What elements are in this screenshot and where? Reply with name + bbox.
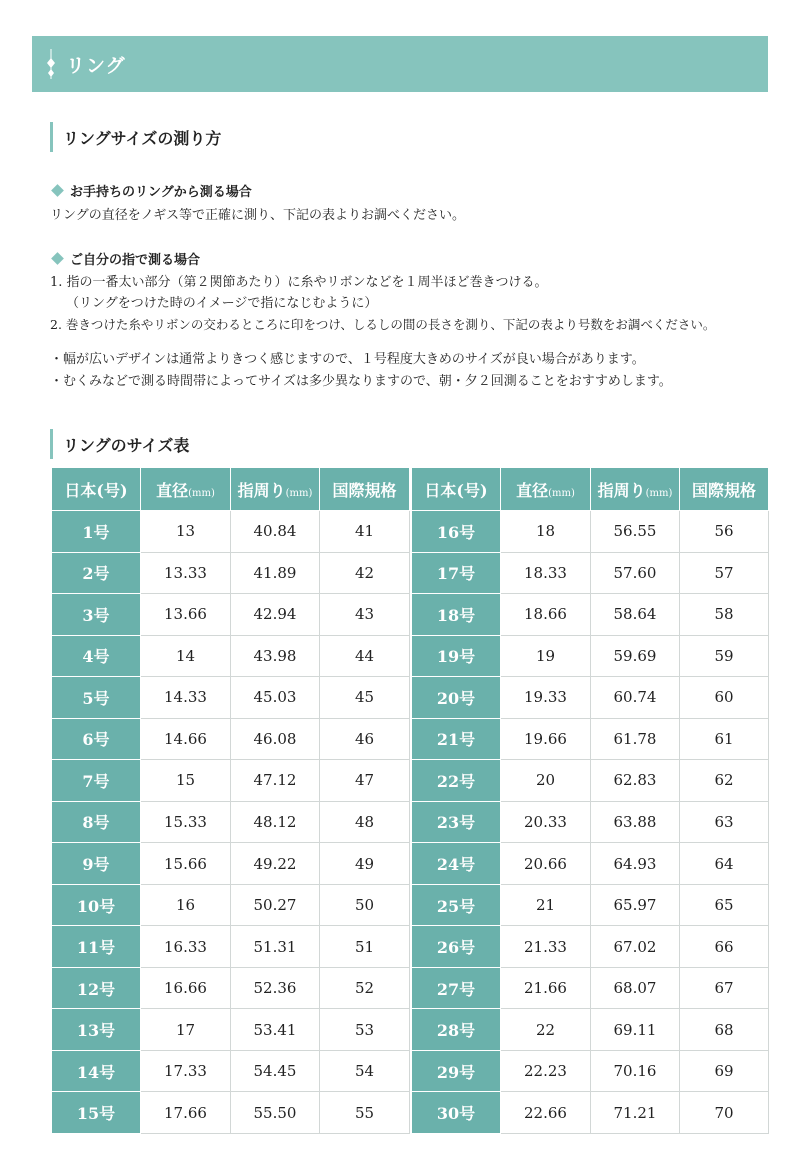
circumference-cell: 40.84	[231, 511, 320, 553]
method2-step-1-note: （リングをつけた時のイメージで指になじむように）	[66, 296, 378, 311]
method2-title-text: ご自分の指で測る場合	[70, 253, 201, 268]
note-1: ・幅が広いデザインは通常よりきつく感じますので、１号程度大きめのサイズが良い場合があります。	[50, 352, 645, 367]
table-row	[52, 677, 769, 719]
intl-size-cell: 44	[320, 635, 410, 677]
size-jp: 8号	[52, 801, 141, 843]
diameter-cell: 18.66	[501, 594, 591, 636]
intl-size-cell: 61	[680, 718, 769, 760]
circumference-cell: 51.31	[231, 926, 320, 968]
circumference-cell: 54.45	[231, 1050, 320, 1092]
circumference-cell: 60.74	[591, 677, 680, 719]
diameter-cell: 19.33	[501, 677, 591, 719]
method1-title	[50, 181, 252, 200]
size-table-heading: リングのサイズ表	[50, 429, 763, 459]
intl-size-cell: 55	[320, 1092, 410, 1134]
intl-size-cell: 43	[320, 594, 410, 636]
circumference-cell: 59.69	[591, 635, 680, 677]
intl-size-cell: 70	[680, 1092, 769, 1134]
circumference-cell: 64.93	[591, 843, 680, 885]
method1-text: リングの直径をノギス等で正確に測り、下記の表よりお調べください。	[50, 208, 465, 223]
diameter-cell: 15.66	[141, 843, 231, 885]
table-row	[52, 926, 769, 968]
circumference-cell: 49.22	[231, 843, 320, 885]
intl-size-cell: 42	[320, 552, 410, 594]
size-jp: 6号	[52, 718, 141, 760]
banner-title: リング	[66, 54, 126, 77]
size-jp: 16号	[412, 511, 501, 553]
table-row	[52, 718, 769, 760]
intl-size-cell: 50	[320, 884, 410, 926]
intl-size-cell: 57	[680, 552, 769, 594]
diameter-cell: 13.66	[141, 594, 231, 636]
intl-size-cell: 66	[680, 926, 769, 968]
header-circumference: 指周り(mm)	[591, 468, 680, 511]
method2-step-1: 1. 指の一番太い部分（第２関節あたり）に糸やリボンなどを１周半ほど巻きつける。	[50, 275, 548, 290]
circumference-cell: 68.07	[591, 967, 680, 1009]
diameter-cell: 19.66	[501, 718, 591, 760]
circumference-cell: 63.88	[591, 801, 680, 843]
header-jp: 日本(号)	[412, 468, 501, 511]
circumference-cell: 46.08	[231, 718, 320, 760]
circumference-cell: 62.83	[591, 760, 680, 802]
size-jp: 2号	[52, 552, 141, 594]
circumference-cell: 69.11	[591, 1009, 680, 1051]
table-row	[52, 1092, 769, 1134]
circumference-cell: 47.12	[231, 760, 320, 802]
header-intl: 国際規格	[680, 468, 769, 511]
size-jp: 29号	[412, 1050, 501, 1092]
diameter-cell: 18.33	[501, 552, 591, 594]
circumference-cell: 70.16	[591, 1050, 680, 1092]
size-jp: 27号	[412, 967, 501, 1009]
diameter-cell: 17.66	[141, 1092, 231, 1134]
size-jp: 28号	[412, 1009, 501, 1051]
intl-size-cell: 67	[680, 967, 769, 1009]
size-jp: 24号	[412, 843, 501, 885]
table-row	[52, 511, 769, 553]
size-jp: 20号	[412, 677, 501, 719]
intl-size-cell: 52	[320, 967, 410, 1009]
diameter-cell: 15.33	[141, 801, 231, 843]
circumference-cell: 65.97	[591, 884, 680, 926]
diameter-cell: 14	[141, 635, 231, 677]
circumference-cell: 41.89	[231, 552, 320, 594]
size-jp: 5号	[52, 677, 141, 719]
header-diameter: 直径(mm)	[501, 468, 591, 511]
diameter-cell: 20.66	[501, 843, 591, 885]
diameter-cell: 18	[501, 511, 591, 553]
diameter-cell: 17.33	[141, 1050, 231, 1092]
circumference-cell: 52.36	[231, 967, 320, 1009]
method2-step-2: 2. 巻きつけた糸やリボンの交わるところに印をつけ、しるしの間の長さを測り、下記の表より号数をお調べください。	[50, 317, 716, 332]
diameter-cell: 14.33	[141, 677, 231, 719]
ring-size-table	[51, 467, 769, 1134]
size-jp: 23号	[412, 801, 501, 843]
circumference-cell: 45.03	[231, 677, 320, 719]
table-row	[52, 843, 769, 885]
intl-size-cell: 45	[320, 677, 410, 719]
header-circumference: 指周り(mm)	[231, 468, 320, 511]
intl-size-cell: 63	[680, 801, 769, 843]
intl-size-cell: 48	[320, 801, 410, 843]
intl-size-cell: 60	[680, 677, 769, 719]
size-jp: 14号	[52, 1050, 141, 1092]
diameter-cell: 22.66	[501, 1092, 591, 1134]
table-row	[52, 1009, 769, 1051]
table-row	[52, 801, 769, 843]
intl-size-cell: 49	[320, 843, 410, 885]
size-jp: 19号	[412, 635, 501, 677]
table-row	[52, 635, 769, 677]
size-jp: 9号	[52, 843, 141, 885]
intl-size-cell: 53	[320, 1009, 410, 1051]
intl-size-cell: 69	[680, 1050, 769, 1092]
diamond-bullet-icon	[51, 184, 64, 197]
diameter-cell: 14.66	[141, 718, 231, 760]
header-intl: 国際規格	[320, 468, 410, 511]
table-header-row	[52, 468, 769, 511]
circumference-cell: 71.21	[591, 1092, 680, 1134]
size-jp: 11号	[52, 926, 141, 968]
table-row	[52, 760, 769, 802]
diameter-cell: 21.66	[501, 967, 591, 1009]
header-diameter: 直径(mm)	[141, 468, 231, 511]
size-jp: 25号	[412, 884, 501, 926]
method2-title	[50, 249, 200, 268]
header-jp: 日本(号)	[52, 468, 141, 511]
circumference-cell: 55.50	[231, 1092, 320, 1134]
diameter-cell: 16	[141, 884, 231, 926]
table-row	[52, 594, 769, 636]
table-row	[52, 967, 769, 1009]
table-row	[52, 884, 769, 926]
intl-size-cell: 68	[680, 1009, 769, 1051]
size-jp: 18号	[412, 594, 501, 636]
diameter-cell: 21.33	[501, 926, 591, 968]
size-jp: 10号	[52, 884, 141, 926]
diameter-cell: 17	[141, 1009, 231, 1051]
intl-size-cell: 58	[680, 594, 769, 636]
howto-heading: リングサイズの測り方	[50, 122, 763, 152]
diameter-cell: 16.33	[141, 926, 231, 968]
page-banner	[32, 36, 768, 92]
circumference-cell: 42.94	[231, 594, 320, 636]
intl-size-cell: 59	[680, 635, 769, 677]
size-jp: 3号	[52, 594, 141, 636]
diameter-cell: 22	[501, 1009, 591, 1051]
circumference-cell: 58.64	[591, 594, 680, 636]
size-jp: 13号	[52, 1009, 141, 1051]
intl-size-cell: 46	[320, 718, 410, 760]
diamond-ornament-icon	[44, 49, 58, 79]
size-jp: 22号	[412, 760, 501, 802]
diameter-cell: 13	[141, 511, 231, 553]
size-jp: 1号	[52, 511, 141, 553]
size-jp: 26号	[412, 926, 501, 968]
diameter-cell: 21	[501, 884, 591, 926]
intl-size-cell: 47	[320, 760, 410, 802]
circumference-cell: 67.02	[591, 926, 680, 968]
intl-size-cell: 41	[320, 511, 410, 553]
circumference-cell: 50.27	[231, 884, 320, 926]
diameter-cell: 20	[501, 760, 591, 802]
note-2: ・むくみなどで測る時間帯によってサイズは多少異なりますので、朝・夕２回測ることをおすすめします。	[50, 374, 672, 389]
table-row	[52, 1050, 769, 1092]
circumference-cell: 48.12	[231, 801, 320, 843]
circumference-cell: 56.55	[591, 511, 680, 553]
diameter-cell: 19	[501, 635, 591, 677]
intl-size-cell: 51	[320, 926, 410, 968]
diameter-cell: 20.33	[501, 801, 591, 843]
diameter-cell: 13.33	[141, 552, 231, 594]
intl-size-cell: 65	[680, 884, 769, 926]
diameter-cell: 16.66	[141, 967, 231, 1009]
diameter-cell: 15	[141, 760, 231, 802]
circumference-cell: 53.41	[231, 1009, 320, 1051]
table-row	[52, 552, 769, 594]
circumference-cell: 57.60	[591, 552, 680, 594]
intl-size-cell: 64	[680, 843, 769, 885]
size-jp: 12号	[52, 967, 141, 1009]
intl-size-cell: 54	[320, 1050, 410, 1092]
size-jp: 4号	[52, 635, 141, 677]
method1-title-text: お手持ちのリングから測る場合	[70, 185, 252, 200]
size-jp: 15号	[52, 1092, 141, 1134]
intl-size-cell: 62	[680, 760, 769, 802]
circumference-cell: 43.98	[231, 635, 320, 677]
circumference-cell: 61.78	[591, 718, 680, 760]
diamond-bullet-icon	[51, 252, 64, 265]
size-jp: 7号	[52, 760, 141, 802]
size-jp: 30号	[412, 1092, 501, 1134]
size-jp: 17号	[412, 552, 501, 594]
intl-size-cell: 56	[680, 511, 769, 553]
diameter-cell: 22.23	[501, 1050, 591, 1092]
size-jp: 21号	[412, 718, 501, 760]
